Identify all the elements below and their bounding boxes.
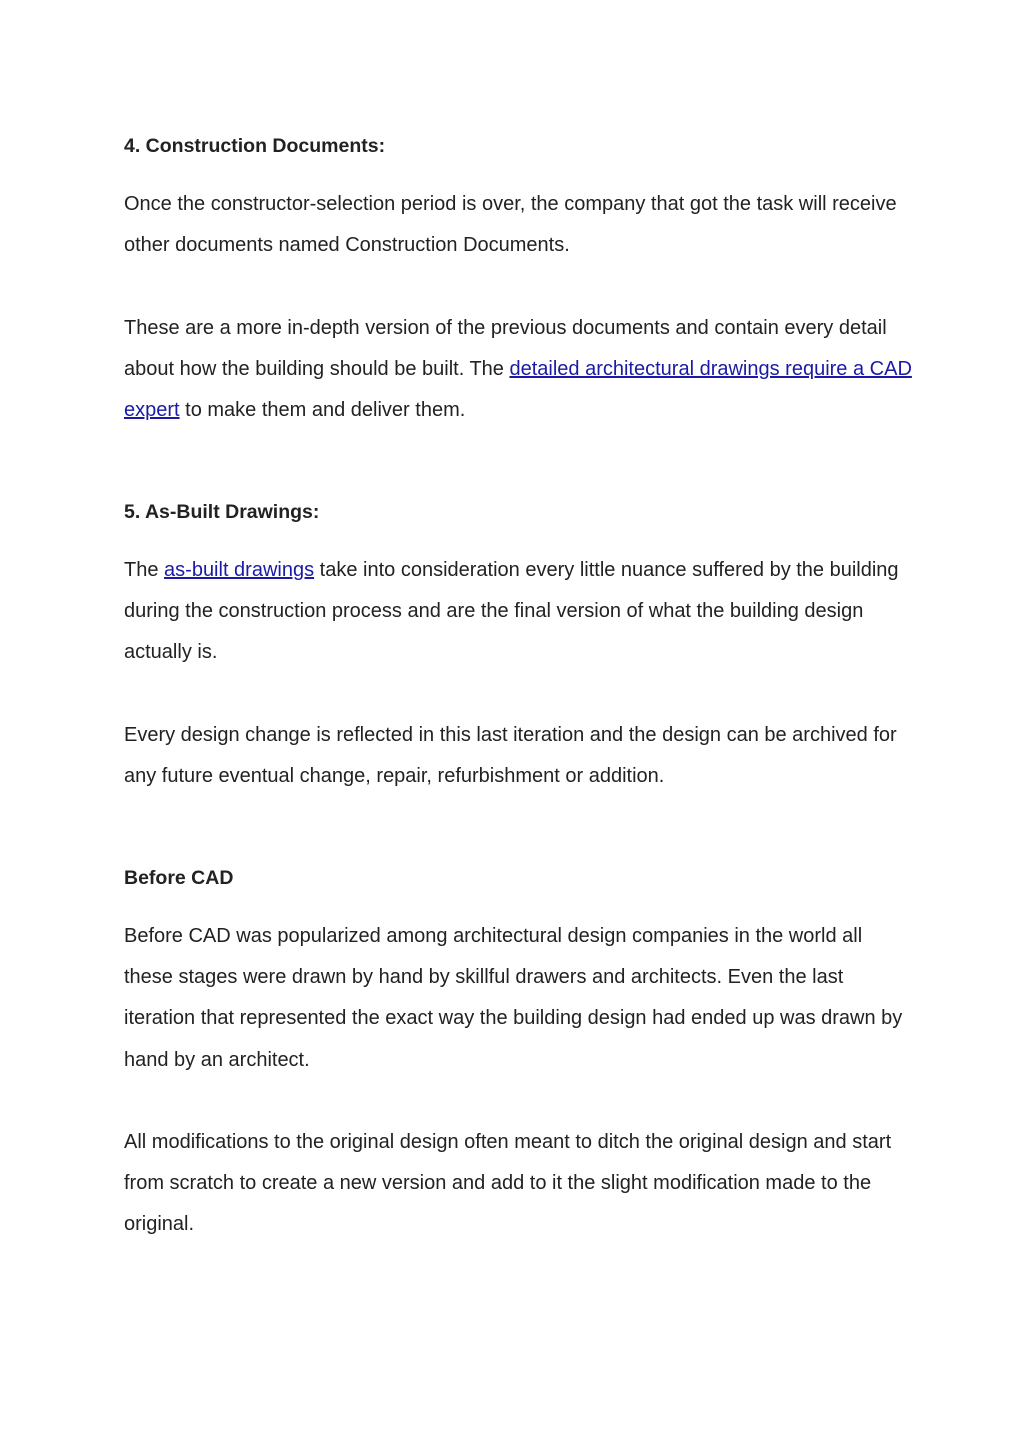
section-heading-before-cad: Before CAD [124,867,234,889]
paragraph-as-built-nuance [124,550,914,674]
paragraph-text: These are a more in-depth version of the previous documents and contain every detail about how the building should be built. The [124,317,887,381]
paragraph-text: to make them and deliver them. [179,399,466,422]
link-detailed-architectural-drawings[interactable]: detailed architectural drawings require a CAD expert [124,358,912,422]
paragraph-design-change: Every design change is reflected in this last iteration and the design can be archived for any future eventual change, repair, refurbishment or addition. [124,724,897,788]
paragraph-constructor-selection: Once the constructor-selection period is over, the company that got the task will receive other documents named Construction Documents. [124,193,897,257]
paragraph-text: The [124,559,165,581]
paragraph-before-cad-popularized: Before CAD was popularized among architectural design companies in the world all these stages were drawn by hand by skillful drawers and architects. Even the last iteration that represented the exact way the building design had ended up was drawn by hand by an architect. [124,925,903,1071]
paragraph-modifications: All modifications to the original design often meant to ditch the original design and start from scratch to create a new version and add to it the slight modification made to the original. [124,1131,892,1236]
link-as-built-drawings[interactable]: as-built drawings [164,559,315,581]
section-heading-construction-documents: 4. Construction Documents: [124,135,386,157]
paragraph-in-depth-version [124,308,914,432]
section-heading-as-built-drawings: 5. As-Built Drawings: [124,501,320,523]
paragraph-text: take into consideration every little nuance suffered by the building during the construction process and are the final version of what the building design actually is. [124,559,899,664]
